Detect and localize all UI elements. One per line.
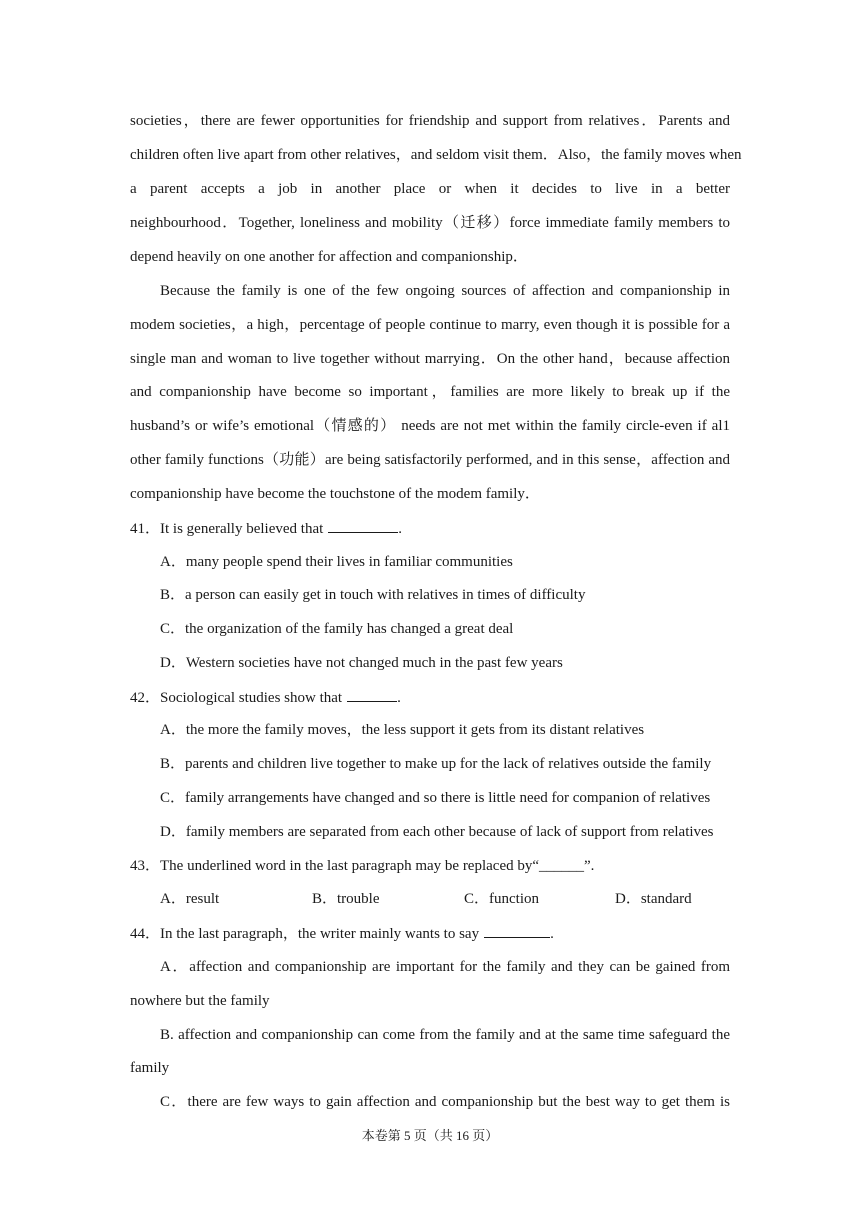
passage-line: children often live apart from other relatives，and seldom visit them．Also，the family moves when — [130, 147, 742, 163]
option-b-cont: family — [130, 1060, 170, 1076]
question-end: . — [550, 926, 554, 942]
passage-line: Because the family is one of the few ongoing sources of affection and companionship in — [160, 283, 730, 299]
passage-line: modem societies，a high，percentage of people continue to marry, even though it is possible for a — [130, 317, 730, 333]
question-43-options — [160, 889, 760, 909]
question-41 — [130, 518, 730, 539]
option-c: C．the organization of the family has changed a great deal — [160, 621, 514, 637]
question-end: . — [397, 690, 401, 706]
question-stem: 41．It is generally believed that — [130, 521, 324, 537]
answer-blank — [347, 687, 397, 702]
question-stem: 42．Sociological studies show that — [130, 690, 343, 706]
answer-blank — [484, 923, 550, 938]
passage-line: neighbourhood．Together, loneliness and mobility（迁移）force immediate family members to — [130, 215, 730, 231]
option-b: B．a person can easily get in touch with relatives in times of difficulty — [160, 587, 586, 603]
option-d: D．Western societies have not changed much in the past few years — [160, 655, 563, 671]
option-c: C．function — [464, 891, 539, 907]
passage-line: depend heavily on one another for affection and companionship． — [130, 249, 528, 265]
option-a: A．result — [160, 891, 220, 907]
answer-blank — [328, 518, 398, 533]
option-a: A．affection and companionship are important for the family and they can be gained from — [160, 959, 730, 975]
passage-line: societies，there are fewer opportunities for friendship and support from relatives．Parents and — [130, 113, 730, 129]
option-b: B. affection and companionship can come from the family and at the same time safeguard the — [160, 1027, 730, 1043]
option-b: B．parents and children live together to make up for the lack of relatives outside the family — [160, 756, 712, 772]
option-b: B．trouble — [312, 891, 380, 907]
question-stem: 44．In the last paragraph，the writer mainly wants to say — [130, 926, 480, 942]
passage-line: husband’s or wife’s emotional（情感的） needs are not met within the family circle-even if al1 — [130, 418, 730, 434]
option-d: D．standard — [615, 891, 692, 907]
passage-line: other family functions（功能）are being satisfactorily performed, and in this sense，affection and — [130, 452, 730, 468]
passage-line: and companionship have become so important，families are more likely to break up if the — [130, 384, 730, 400]
passage-line: companionship have become the touchstone of the modem family． — [130, 486, 540, 502]
question-43: 43．The underlined word in the last paragraph may be replaced by“______”. — [130, 858, 595, 874]
question-42 — [130, 687, 730, 708]
option-a: A．the more the family moves，the less support it gets from its distant relatives — [160, 722, 645, 738]
option-c: C．family arrangements have changed and so there is little need for companion of relatives — [160, 790, 711, 806]
option-a-cont: nowhere but the family — [130, 993, 270, 1009]
option-a: A．many people spend their lives in familiar communities — [160, 554, 513, 570]
question-end: . — [398, 521, 403, 537]
question-44 — [130, 923, 730, 944]
passage-line: a parent accepts a job in another place or when it decides to live in a better — [130, 181, 730, 197]
option-c: C．there are few ways to gain affection and companionship but the best way to get them is — [160, 1094, 730, 1110]
page-footer: 本卷第 5 页（共 16 页） — [361, 1128, 499, 1143]
option-d: D．family members are separated from each other because of lack of support from relatives — [160, 824, 714, 840]
passage-line: single man and woman to live together without marrying．On the other hand，because affection — [130, 351, 730, 367]
